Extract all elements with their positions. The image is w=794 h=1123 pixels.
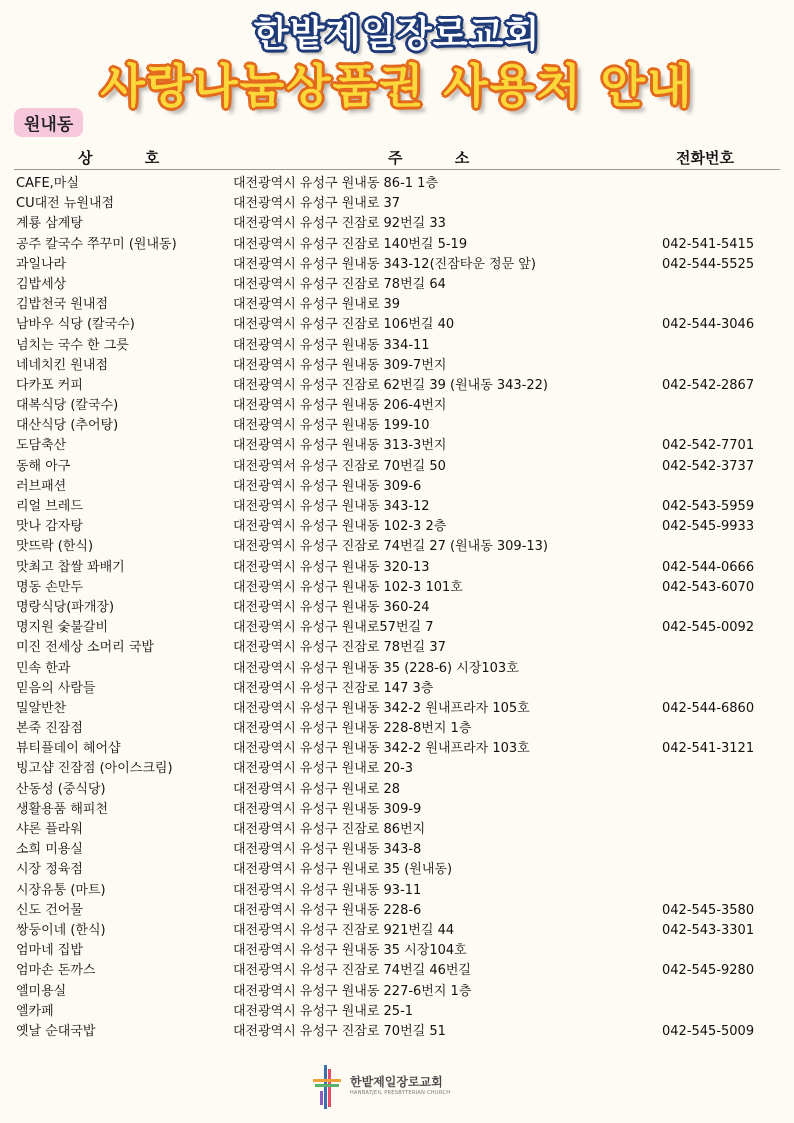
table-row xyxy=(14,295,780,315)
store-phone: 042-543-3301 xyxy=(662,922,755,938)
store-address: 대전광역시 유성구 진잠로 78번길 37 xyxy=(233,640,446,656)
table-row xyxy=(14,800,780,820)
table-row xyxy=(14,336,780,356)
store-address: 대전광역시 유성구 진잠로 147 3층 xyxy=(233,680,434,696)
store-name: CAFE,마실 xyxy=(16,176,79,191)
store-name: 김밥천국 원내점 xyxy=(16,297,109,313)
store-address: 대전광역시 유성구 진잠로 140번길 5-19 xyxy=(233,236,468,252)
store-name: 리얼 브레드 xyxy=(16,499,83,514)
store-address: 대전광역시 유성구 원내동 342-2 원내프라자 105호 xyxy=(233,700,530,716)
store-phone: 042-543-6070 xyxy=(662,579,755,595)
store-address: 대전광역시 유성구 진잠로 62번길 39 (원내동 343-22) xyxy=(233,377,548,393)
table-row xyxy=(14,235,780,255)
store-address: 대전광역시 유성구 진잠로 92번길 33 xyxy=(233,216,446,232)
store-address: 대전광역시 유성구 원내로57번길 7 xyxy=(233,620,434,636)
store-name: 명동 손만두 xyxy=(16,579,83,595)
store-name: 엄마네 집밥 xyxy=(16,943,83,959)
store-name: 맛최고 찹쌀 꽈배기 xyxy=(16,559,125,575)
table-row xyxy=(14,537,780,557)
store-name: 맛나 감자탕 xyxy=(16,519,83,535)
store-address: 대전광역시 유성구 원내동 102-3 101호 xyxy=(233,579,463,595)
store-list xyxy=(14,174,780,1042)
store-name: 대복식당 (칼국수) xyxy=(16,398,119,414)
store-address: 대전광역시 유성구 원내동 343-8 xyxy=(233,842,422,858)
store-name: 본죽 진잠점 xyxy=(16,721,83,737)
store-address: 대전광역시 유성구 원내동 342-2 원내프라자 103호 xyxy=(233,741,530,757)
store-address: 대전광역서 유성구 진잠로 70번길 50 xyxy=(233,458,446,474)
table-row xyxy=(14,1002,780,1022)
store-address: 대전광역시 유성구 원내로 37 xyxy=(233,196,401,212)
store-name: 명랑식당(파개장) xyxy=(16,599,115,615)
store-address: 대전광역시 유성구 원내동 343-12(진잠타운 정문 앞) xyxy=(233,256,536,272)
store-phone: 042-545-3580 xyxy=(662,902,755,918)
store-name: 빙고샵 진잠점 (아이스크림) xyxy=(16,761,173,777)
table-row xyxy=(14,598,780,618)
store-phone: 042-544-5525 xyxy=(662,256,755,272)
table-row xyxy=(14,457,780,477)
store-name: 산동성 (중식당) xyxy=(16,781,106,797)
store-name: 신도 건어물 xyxy=(16,902,83,918)
store-phone: 042-545-0092 xyxy=(662,620,755,636)
store-phone: 042-542-7701 xyxy=(662,438,755,454)
store-phone: 042-545-9280 xyxy=(662,963,755,979)
store-address: 대전광역시 유성구 원내동 86-1 1층 xyxy=(233,176,439,191)
store-name: 도담축산 xyxy=(16,438,67,454)
table-row xyxy=(14,416,780,436)
store-name: 엘카페 xyxy=(16,1003,54,1019)
table-row xyxy=(14,901,780,921)
store-address: 대전광역시 유성구 진잠로 78번길 64 xyxy=(233,276,446,292)
store-name: 믿음의 사람들 xyxy=(16,680,96,696)
store-name: 쌍둥이네 (한식) xyxy=(16,922,106,938)
store-name: 민속 한과 xyxy=(16,660,71,676)
store-name: 맛뜨락 (한식) xyxy=(16,539,94,555)
store-name: 샤론 플라워 xyxy=(16,822,83,837)
store-name: 뷰티플데이 헤어샵 xyxy=(16,741,121,757)
table-row xyxy=(14,578,780,598)
store-name: 엘미용실 xyxy=(16,983,67,999)
store-address: 대전광역시 유성구 원내동 206-4번지 xyxy=(233,398,447,414)
store-phone: 042-544-0666 xyxy=(662,559,755,575)
table-row xyxy=(14,315,780,335)
store-name: 네네치킨 원내점 xyxy=(16,357,109,373)
store-name: 옛날 순대국밥 xyxy=(16,1023,96,1039)
store-name: 대산식당 (추어탕) xyxy=(16,418,119,434)
table-row xyxy=(14,638,780,658)
store-phone: 042-542-3737 xyxy=(662,458,755,474)
store-address: 대전광역시 유성구 원내로 20-3 xyxy=(233,761,414,777)
column-address-header: 주 소 xyxy=(388,149,470,167)
table-row xyxy=(14,376,780,396)
store-address: 대전광역시 유성구 원내동 334-11 xyxy=(233,337,430,353)
store-name: CU대전 뉴원내점 xyxy=(16,196,115,212)
store-address: 대전광역시 유성구 원내동 199-10 xyxy=(233,418,430,434)
store-name: 밀알반찬 xyxy=(16,700,67,716)
store-address: 대전광역시 유성구 원내동 35 시장104호 xyxy=(233,943,467,959)
store-phone: 042-542-2867 xyxy=(662,377,755,393)
store-address: 대전광역시 유성구 원내동 313-3번지 xyxy=(233,438,447,454)
store-phone: 042-541-3121 xyxy=(662,741,755,757)
table-row xyxy=(14,739,780,759)
store-address: 대전광역시 유성구 원내로 28 xyxy=(233,781,401,797)
cross-icon xyxy=(310,1063,344,1111)
table-row xyxy=(14,618,780,638)
table-row xyxy=(14,659,780,679)
store-name: 김밥세상 xyxy=(16,276,67,292)
church-title: 한밭제일장로교회 xyxy=(253,14,541,55)
store-phone: 042-543-5959 xyxy=(662,499,755,514)
store-address: 대전광역시 유성구 진잠로 74번길 27 (원내동 309-13) xyxy=(233,539,548,555)
store-address: 대전광역시 유성구 원내동 228-6 xyxy=(233,902,422,918)
store-address: 대전광역시 유성구 원내동 309-7번지 xyxy=(233,357,447,373)
table-row xyxy=(14,396,780,416)
store-phone: 042-545-9933 xyxy=(662,519,755,535)
store-address: 대전광역시 유성구 진잠로 921번길 44 xyxy=(233,922,455,938)
store-phone: 042-541-5415 xyxy=(662,236,755,252)
page-title: 사랑나눔상품권 사용처 안내 xyxy=(100,59,694,113)
store-address: 대전광역시 유성구 원내동 360-24 xyxy=(233,599,430,615)
table-row xyxy=(14,275,780,295)
table-row xyxy=(14,497,780,517)
store-name: 과일나라 xyxy=(16,256,67,272)
table-row xyxy=(14,679,780,699)
store-phone: 042-544-6860 xyxy=(662,700,755,716)
table-row xyxy=(14,1022,780,1042)
logo-name: 한밭제일장로교회 xyxy=(350,1075,443,1089)
table-row xyxy=(14,780,780,800)
store-name: 소희 미용실 xyxy=(16,842,83,858)
table-row xyxy=(14,759,780,779)
table-row xyxy=(14,558,780,578)
table-row xyxy=(14,194,780,214)
store-address: 대전광역시 유성구 원내동 320-13 xyxy=(233,559,430,575)
store-address: 대전광역시 유성구 진잠로 74번길 46번길 xyxy=(233,963,471,979)
church-logo xyxy=(310,1063,510,1111)
store-name: 넘치는 국수 한 그릇 xyxy=(16,337,129,353)
table-row xyxy=(14,961,780,981)
store-address: 대전광역시 유성구 원내동 309-6 xyxy=(233,478,422,494)
store-phone: 042-544-3046 xyxy=(662,317,755,333)
table-row xyxy=(14,436,780,456)
store-address: 대전광역시 유성구 진잠로 86번지 xyxy=(233,822,426,837)
store-name: 미진 전세상 소머리 국밥 xyxy=(16,640,154,656)
store-name: 시장 정육점 xyxy=(16,862,83,878)
store-address: 대전광역시 유성구 원내동 35 (228-6) 시장103호 xyxy=(233,660,519,676)
column-phone-header: 전화번호 xyxy=(676,149,734,167)
table-row xyxy=(14,699,780,719)
store-phone: 042-545-5009 xyxy=(662,1023,755,1039)
store-name: 시장유통 (마트) xyxy=(16,882,106,898)
table-row xyxy=(14,941,780,961)
store-name: 남바우 식당 (칼국수) xyxy=(16,317,135,333)
store-name: 동해 아구 xyxy=(16,458,71,474)
table-row xyxy=(14,356,780,376)
store-name: 엄마손 돈까스 xyxy=(16,963,96,979)
table-row xyxy=(14,982,780,1002)
table-row xyxy=(14,820,780,840)
store-address: 대전광역시 유성구 원내동 227-6번지 1층 xyxy=(233,983,472,999)
table-row xyxy=(14,840,780,860)
store-address: 대전광역시 유성구 진잠로 106번길 40 xyxy=(233,317,455,333)
store-address: 대전광역시 유성구 원내동 309-9 xyxy=(233,801,422,817)
table-row xyxy=(14,477,780,497)
table-row xyxy=(14,255,780,275)
store-name: 다카포 커피 xyxy=(16,377,83,393)
store-name: 생활용품 해피천 xyxy=(16,801,109,817)
table-row xyxy=(14,214,780,234)
table-row xyxy=(14,174,780,194)
table-row xyxy=(14,921,780,941)
store-address: 대전광역시 유성구 원내로 25-1 xyxy=(233,1003,414,1019)
table-row xyxy=(14,517,780,537)
store-address: 대전광역시 유성구 원내로 35 (원내동) xyxy=(233,862,453,878)
store-address: 대전광역시 유성구 원내동 228-8번지 1층 xyxy=(233,721,472,737)
store-name: 공주 칼국수 쭈꾸미 (원내동) xyxy=(16,236,177,252)
column-name-header: 상 호 xyxy=(78,149,160,167)
table-row xyxy=(14,881,780,901)
logo-subtitle: HANBATJEIL PRESBYTERIAN CHURCH xyxy=(350,1090,451,1096)
store-address: 대전광역시 유성구 원내동 343-12 xyxy=(233,499,430,514)
table-row xyxy=(14,719,780,739)
store-name: 명지원 숯불갈비 xyxy=(16,620,109,636)
area-badge: 원내동 xyxy=(14,108,83,137)
store-address: 대전광역시 유성구 원내동 93-11 xyxy=(233,882,422,898)
store-address: 대전광역시 유성구 원내동 102-3 2층 xyxy=(233,519,447,535)
store-address: 대전광역시 유성구 진잠로 70번길 51 xyxy=(233,1023,446,1039)
store-name: 러브패션 xyxy=(16,478,67,494)
store-address: 대전광역시 유성구 원내로 39 xyxy=(233,297,401,313)
store-name: 계룡 삼계탕 xyxy=(16,216,83,232)
table-header xyxy=(14,145,780,170)
table-row xyxy=(14,860,780,880)
